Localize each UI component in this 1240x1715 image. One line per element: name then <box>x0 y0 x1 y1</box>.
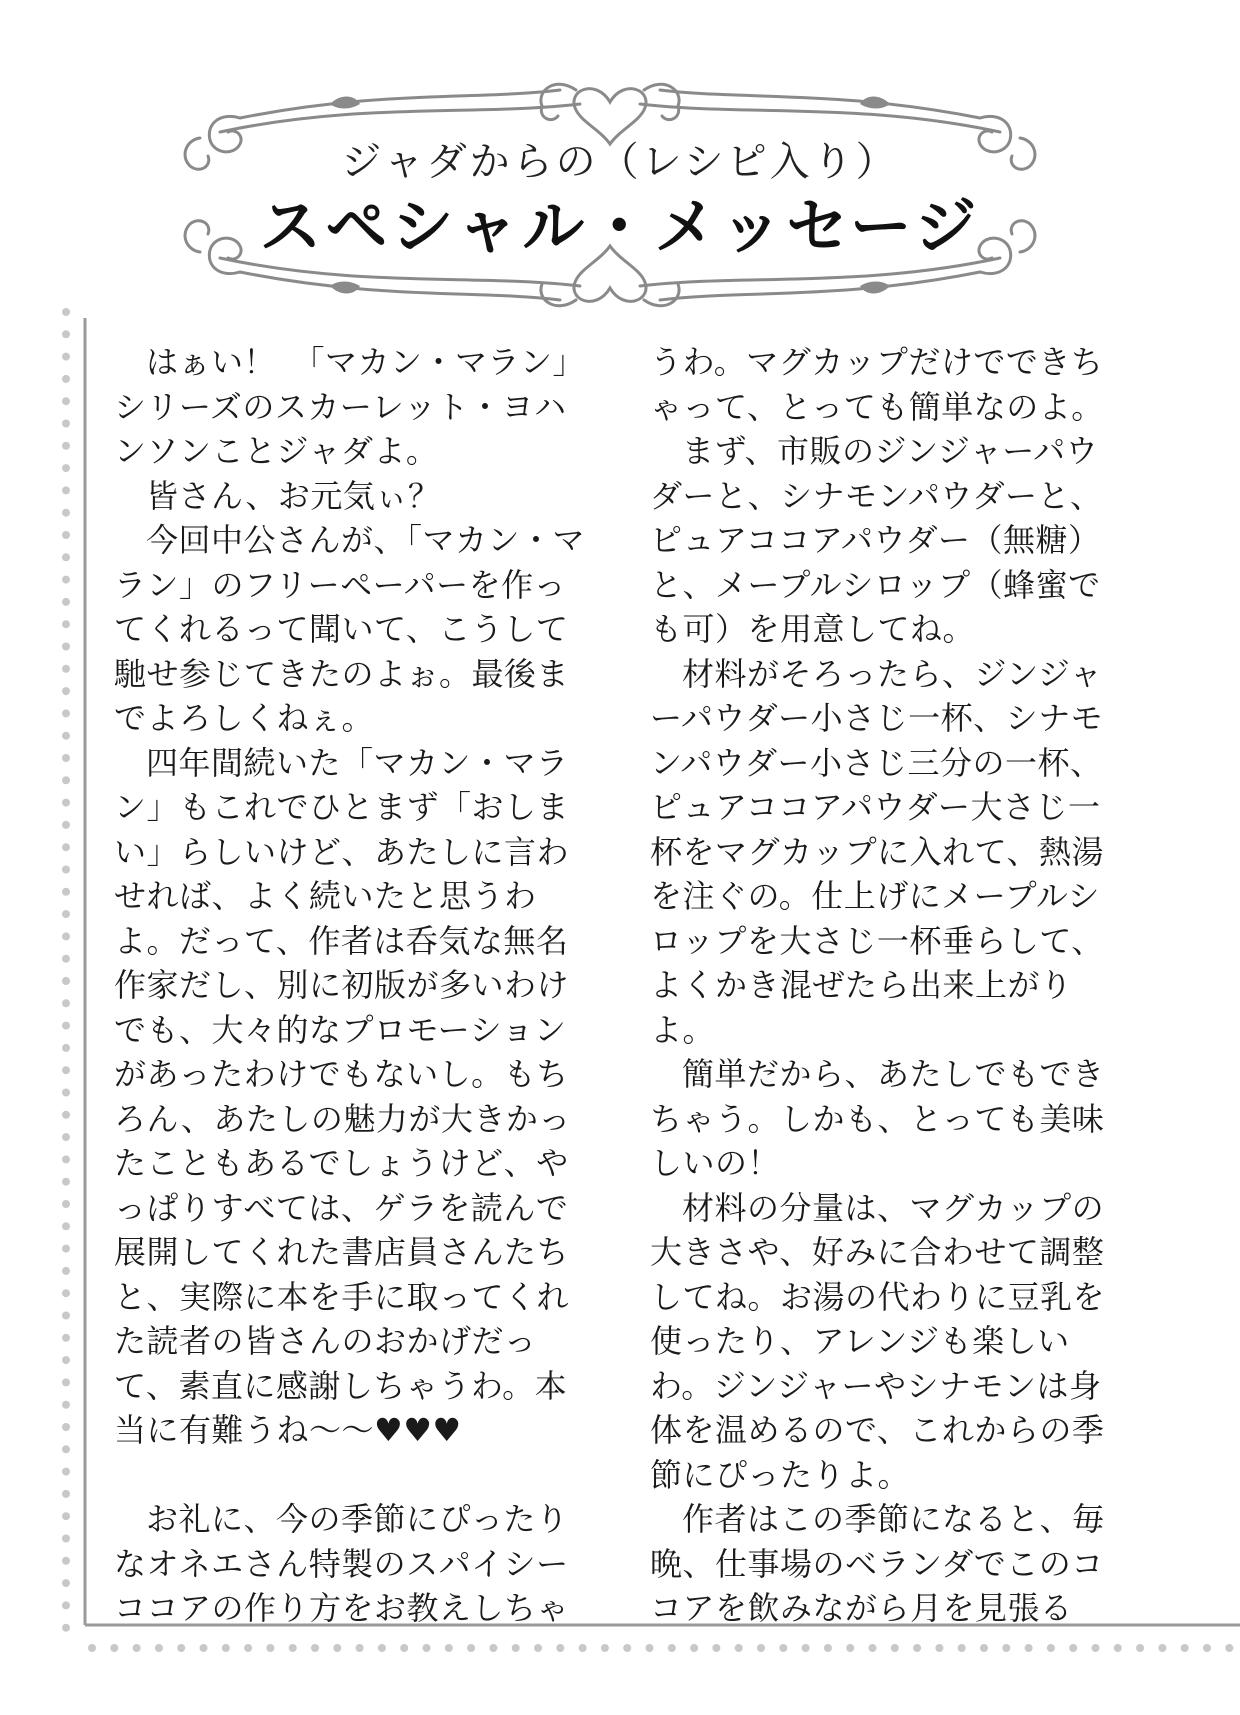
frame-dot <box>623 1644 631 1652</box>
frame-dot <box>779 1644 787 1652</box>
paragraph-recipe-intro-continued: うわ。マグカップだけでできちゃって、とっても簡単なのよ。 <box>650 343 1104 426</box>
frame-dot <box>244 1644 252 1652</box>
frame-dot <box>1225 1644 1233 1652</box>
frame-dot <box>601 1644 609 1652</box>
frame-dot <box>62 1356 70 1364</box>
frame-dot <box>1002 1644 1010 1652</box>
frame-dot <box>62 709 70 717</box>
frame-dot <box>62 754 70 762</box>
frame-dot <box>980 1644 988 1652</box>
frame-dot <box>757 1644 765 1652</box>
frame-dot <box>356 1644 364 1652</box>
frame-dot <box>62 464 70 472</box>
frame-dot <box>155 1644 163 1652</box>
right-column <box>650 340 1120 1631</box>
frame-dot <box>846 1644 854 1652</box>
frame-dot <box>1092 1644 1100 1652</box>
frame-dot <box>62 866 70 874</box>
frame-dot <box>177 1644 185 1652</box>
frame-dot <box>62 1490 70 1498</box>
frame-dot <box>646 1644 654 1652</box>
frame-dot <box>62 1133 70 1141</box>
frame-dot <box>222 1644 230 1652</box>
frame-dot <box>690 1644 698 1652</box>
frame-dot <box>289 1644 297 1652</box>
frame-dot <box>62 955 70 963</box>
frame-dot <box>1069 1644 1077 1652</box>
frame-dot <box>62 1066 70 1074</box>
frame-dot <box>62 1267 70 1275</box>
frame-dot <box>88 1644 96 1652</box>
frame-dot <box>512 1644 520 1652</box>
frame-dot <box>378 1644 386 1652</box>
frame-dot <box>1181 1644 1189 1652</box>
paragraph-free-paper: 今回中公さんが、「マカン・マラン」のフリーペーパーを作ってくれるって聞いて、こうして馳せ参じてきたのよぉ。最後までよろしくねぇ。 <box>114 521 586 737</box>
frame-dot <box>62 397 70 405</box>
frame-dot <box>62 1401 70 1409</box>
frame-dot <box>62 442 70 450</box>
frame-dot <box>62 1468 70 1476</box>
frame-dot <box>1203 1644 1211 1652</box>
frame-dot <box>311 1644 319 1652</box>
frame-dot <box>62 1178 70 1186</box>
paragraph-gap <box>114 1453 592 1498</box>
paragraph-easy: 簡単だから、あたしでもできちゃう。しかも、とっても美味しいの！ <box>650 1055 1105 1182</box>
frame-dot <box>62 776 70 784</box>
frame-dot <box>712 1644 720 1652</box>
paragraph-thanks: 四年間続いた「マカン・マラン」もこれでひとまず「おしまい」らしいけど、あたしに言わせれば、よく続いたと思うわよ。だって、作者は呑気な無名作家だし、別に初版が多いわけでも、大々的なプロモーションがあったわけでもないし。もちろん、あたしの魅力が大きかったこともあるでしょうけど、やっぱりすべては、ゲラを読んで展開してくれた書店員さんたちと、実際に本を手に取ってくれた読者の皆さんのおかげだって、素直に感謝しちゃうわ。本当に有難うね～～♥♥♥ <box>114 743 571 1449</box>
frame-dot <box>445 1644 453 1652</box>
frame-dot <box>1047 1644 1055 1652</box>
frame-dot <box>266 1644 274 1652</box>
frame-dot <box>958 1644 966 1652</box>
frame-dot <box>62 330 70 338</box>
frame-dot <box>62 1334 70 1342</box>
frame-dot <box>1114 1644 1122 1652</box>
frame-dot <box>935 1644 943 1652</box>
left-column <box>114 340 592 1631</box>
paragraph-author: 作者はこの季節になると、毎晩、仕事場のベランダでこのココアを飲みながら月を見張る <box>650 1500 1105 1627</box>
frame-dot <box>802 1644 810 1652</box>
frame-dot <box>333 1644 341 1652</box>
frame-dot <box>824 1644 832 1652</box>
frame-dot <box>891 1644 899 1652</box>
paragraph-greeting: はぁい！ 「マカン・マラン」シリーズのスカーレット・ヨハンソンことジャダよ。 <box>114 343 586 470</box>
frame-dot <box>913 1644 921 1652</box>
frame-dot <box>62 1312 70 1320</box>
frame-dot <box>62 1022 70 1030</box>
paragraph-adjust: 材料の分量は、マグカップの大きさや、好みに合わせて調整してね。お湯の代わりに豆乳を使ったり、アレンジも楽しいわ。ジンジャーやシナモンは身体を温めるので、これからの季節にぴったりよ。 <box>650 1188 1106 1494</box>
frame-dot <box>62 665 70 673</box>
frame-dot <box>735 1644 743 1652</box>
frame-dot <box>62 1423 70 1431</box>
frame-dot <box>62 687 70 695</box>
frame-dot <box>62 1245 70 1253</box>
frame-dot <box>62 821 70 829</box>
frame-dot <box>62 1200 70 1208</box>
frame-dot <box>423 1644 431 1652</box>
frame-dot <box>62 1624 70 1632</box>
frame-dot <box>62 1289 70 1297</box>
frame-dot <box>110 1644 118 1652</box>
frame-dot <box>62 1601 70 1609</box>
frame-dot <box>62 932 70 940</box>
frame-dot <box>62 1111 70 1119</box>
frame-dot <box>200 1644 208 1652</box>
paragraph-steps: 材料がそろったら、ジンジャーパウダー小さじ一杯、シナモンパウダー小さじ三分の一杯、ピュアココアパウダー大さじ一杯をマグカップに入れて、熱湯を注ぐの。仕上げにメープルシロップを大さじ一杯垂らして、よくかき混ぜたら出来上がりよ。 <box>650 654 1105 1049</box>
frame-dot <box>62 888 70 896</box>
frame-dot <box>62 620 70 628</box>
frame-dot <box>62 1044 70 1052</box>
frame-dot <box>62 1579 70 1587</box>
frame-dot <box>62 553 70 561</box>
frame-dot <box>869 1644 877 1652</box>
frame-dot <box>62 799 70 807</box>
frame-dot <box>467 1644 475 1652</box>
frame-dot <box>62 509 70 517</box>
frame-dot <box>1025 1644 1033 1652</box>
paragraph-recipe-intro: お礼に、今の季節にぴったりなオネエさん特製のスパイシーココアの作り方をお教えしちゃ <box>114 1500 570 1627</box>
frame-dot <box>400 1644 408 1652</box>
paragraph-ingredients: まず、市販のジンジャーパウダーと、シナモンパウダーと、ピュアココアパウダー（無糖）と、メープルシロップ（蜂蜜でも可）を用意してね。 <box>650 432 1103 648</box>
frame-dot <box>534 1644 542 1652</box>
frame-dot <box>62 1089 70 1097</box>
frame-dot <box>556 1644 564 1652</box>
title-subtitle: ジャダからの（レシピ入り） <box>341 139 899 185</box>
frame-dot <box>62 375 70 383</box>
frame-dot <box>579 1644 587 1652</box>
frame-dot <box>62 999 70 1007</box>
page-title: スペシャル・メッセージ <box>259 190 981 263</box>
frame-dot <box>62 1378 70 1386</box>
frame-dot <box>62 1557 70 1565</box>
frame-dot <box>62 910 70 918</box>
frame-dot <box>62 732 70 740</box>
frame-dot <box>62 1222 70 1230</box>
frame-dot <box>62 486 70 494</box>
frame-dot <box>62 308 70 316</box>
frame-dot <box>62 843 70 851</box>
frame-dot <box>489 1644 497 1652</box>
frame-dot <box>62 1512 70 1520</box>
frame-dot <box>62 531 70 539</box>
frame-dot <box>133 1644 141 1652</box>
frame-dot <box>62 353 70 361</box>
frame-dot <box>1136 1644 1144 1652</box>
frame-dot <box>62 643 70 651</box>
frame-dot <box>1158 1644 1166 1652</box>
frame-dot <box>62 1445 70 1453</box>
paragraph-how-are-you: 皆さん、お元気ぃ？ <box>146 476 441 515</box>
frame-dot <box>62 977 70 985</box>
frame-dot <box>62 1535 70 1543</box>
frame-dot <box>668 1644 676 1652</box>
frame-dot <box>62 576 70 584</box>
frame-dot <box>62 1155 70 1163</box>
frame-dot <box>62 420 70 428</box>
frame-dot <box>62 598 70 606</box>
